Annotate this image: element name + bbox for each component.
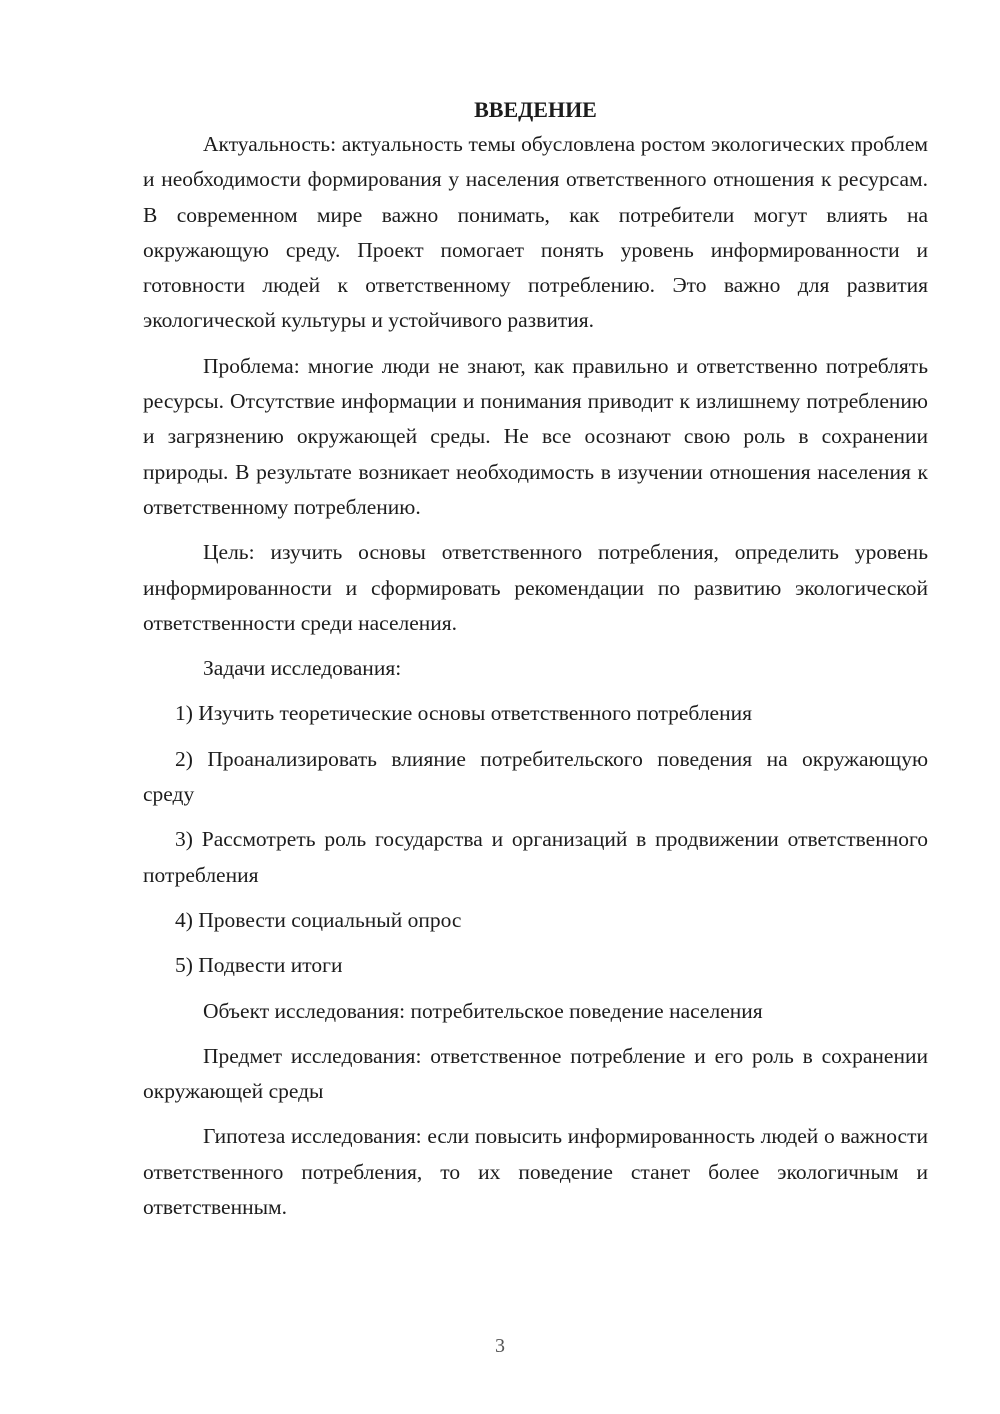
paragraph-object: Объект исследования: потребительское поведение населения — [203, 998, 763, 1023]
paragraph-goal: Цель: изучить основы ответственного потребления, определить уровень информированности и сформировать рекомендации по развитию экологической ответственности среди населения. — [143, 540, 928, 635]
paragraph-hypothesis: Гипотеза исследования: если повысить информированность людей о важности ответственного потребления, то их поведение станет более экологичным и ответственным. — [143, 1124, 928, 1220]
paragraph-tasks-heading: Задачи исследования: — [203, 656, 402, 681]
task-item-4: 4) Провести социальный опрос — [175, 907, 462, 932]
section-title: ВВЕДЕНИЕ — [474, 97, 597, 122]
paragraph-relevance: Актуальность: актуальность темы обусловлена ростом экологических проблем и необходимости формирования у населения ответственного отношения к ресурсам. В современном мире важно понимать, как потребители могут влиять на окружающую среду. Проект помогает понять уровень информированности и готовности людей к ответственному потреблению. Это важно для развития экологической культуры и устойчивого развития. — [143, 132, 928, 333]
paragraph-subject: Предмет исследования: ответственное потребление и его роль в сохранении окружающей среды — [143, 1043, 928, 1104]
task-item-3: 3) Рассмотреть роль государства и организаций в продвижении ответственного потребления — [143, 827, 928, 887]
task-item-5: 5) Подвести итоги — [175, 953, 343, 978]
paragraph-problem: Проблема: многие люди не знают, как правильно и ответственно потреблять ресурсы. Отсутствие информации и понимания приводит к излишнему потреблению и загрязнению окружающей среды. Не все осознают свою роль в сохранении природы. В результате возникает необходимость в изучении отношения населения к ответственному потреблению. — [143, 353, 928, 519]
page-number: 3 — [495, 1335, 505, 1357]
document-page — [143, 92, 928, 1225]
task-item-1: 1) Изучить теоретические основы ответственного потребления — [175, 701, 753, 726]
task-item-2: 2) Проанализировать влияние потребительского поведения на окружающую среду — [143, 746, 928, 807]
